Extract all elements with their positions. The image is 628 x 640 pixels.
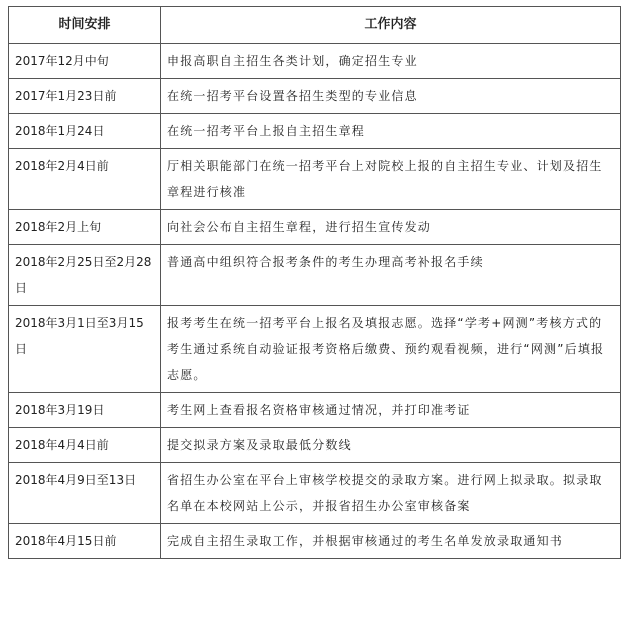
- time-cell: 2018年4月4日前: [9, 428, 161, 463]
- content-cell: 报考考生在统一招考平台上报名及填报志愿。选择“学考+网测”考核方式的考生通过系统自动验证报考资格后缴费、预约观看视频，进行“网测”后填报志愿。: [161, 306, 621, 393]
- time-cell: 2018年3月19日: [9, 393, 161, 428]
- table-row: [9, 79, 621, 114]
- table-row: [9, 524, 621, 559]
- table-row: [9, 149, 621, 210]
- header-content: 工作内容: [161, 7, 621, 44]
- time-cell: 2018年1月24日: [9, 114, 161, 149]
- time-cell: 2018年2月上旬: [9, 210, 161, 245]
- content-cell: 在统一招考平台上报自主招生章程: [161, 114, 621, 149]
- time-cell: 2018年4月15日前: [9, 524, 161, 559]
- content-cell: 完成自主招生录取工作，并根据审核通过的考生名单发放录取通知书: [161, 524, 621, 559]
- content-cell: 省招生办公室在平台上审核学校提交的录取方案。进行网上拟录取。拟录取名单在本校网站上公示，并报省招生办公室审核备案: [161, 463, 621, 524]
- table-row: [9, 463, 621, 524]
- time-cell: 2018年3月1日至3月15日: [9, 306, 161, 393]
- content-cell: 厅相关职能部门在统一招考平台上对院校上报的自主招生专业、计划及招生章程进行核准: [161, 149, 621, 210]
- table-row: [9, 245, 621, 306]
- table-row: [9, 428, 621, 463]
- time-cell: 2018年2月25日至2月28日: [9, 245, 161, 306]
- time-cell: 2018年2月4日前: [9, 149, 161, 210]
- table-header-row: [9, 7, 621, 44]
- time-cell: 2017年12月中旬: [9, 44, 161, 79]
- content-cell: 考生网上查看报名资格审核通过情况，并打印准考证: [161, 393, 621, 428]
- table-row: [9, 44, 621, 79]
- table-row: [9, 114, 621, 149]
- content-cell: 申报高职自主招生各类计划，确定招生专业: [161, 44, 621, 79]
- header-time: 时间安排: [9, 7, 161, 44]
- time-cell: 2017年1月23日前: [9, 79, 161, 114]
- content-cell: 在统一招考平台设置各招生类型的专业信息: [161, 79, 621, 114]
- content-cell: 提交拟录方案及录取最低分数线: [161, 428, 621, 463]
- table-row: [9, 306, 621, 393]
- content-cell: 向社会公布自主招生章程，进行招生宣传发动: [161, 210, 621, 245]
- schedule-table: [8, 6, 621, 559]
- time-cell: 2018年4月9日至13日: [9, 463, 161, 524]
- table-row: [9, 210, 621, 245]
- content-cell: 普通高中组织符合报考条件的考生办理高考补报名手续: [161, 245, 621, 306]
- table-row: [9, 393, 621, 428]
